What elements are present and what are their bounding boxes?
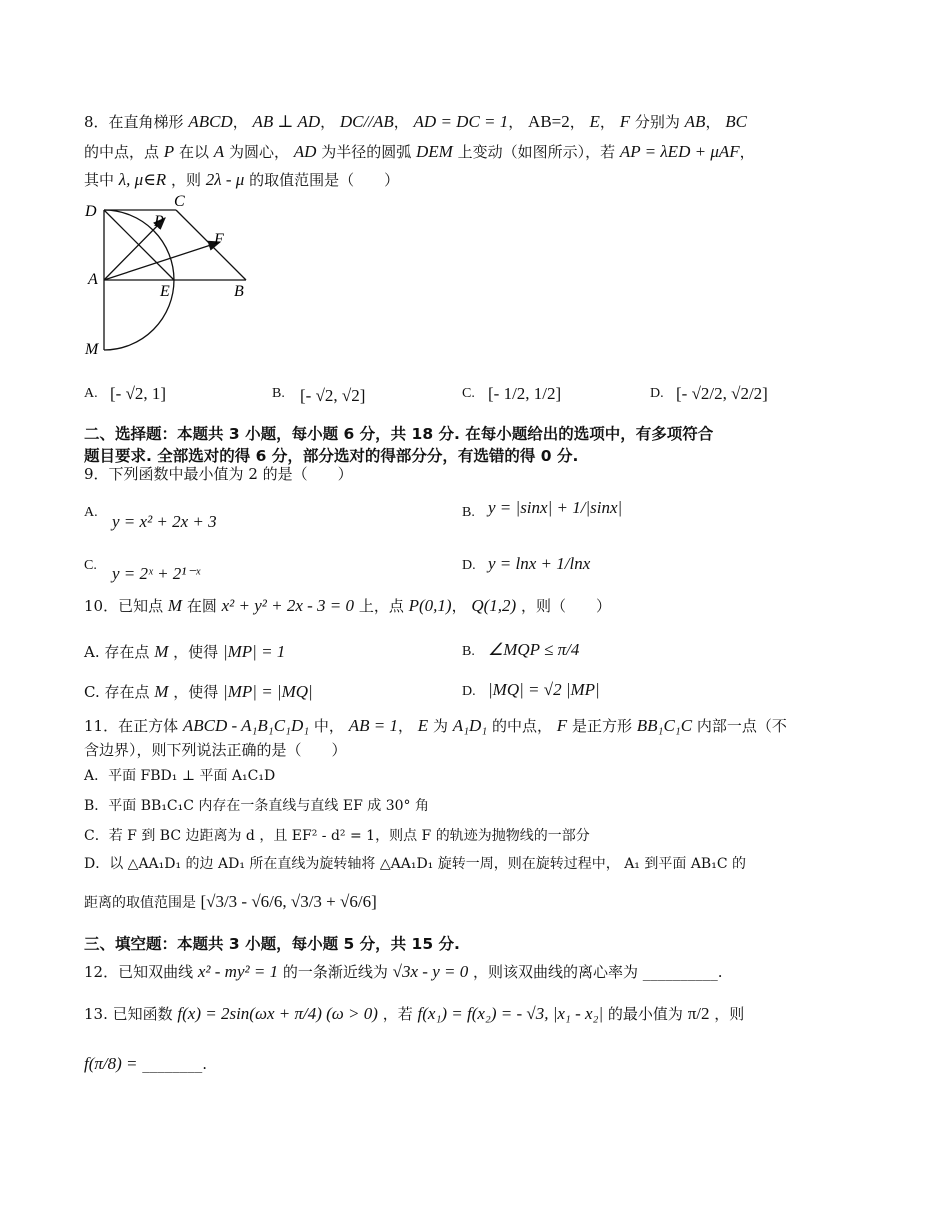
option-label: C. xyxy=(84,683,100,701)
text: ，则 xyxy=(170,171,201,189)
text-fenbie: 分别为 xyxy=(634,113,680,131)
math-circle: x² + y² + 2x - 3 = 0 xyxy=(221,596,355,615)
option-text xyxy=(84,682,313,702)
q11-stem-line1 xyxy=(84,716,787,736)
option-label: C. xyxy=(84,558,97,573)
answer-blank[interactable]: __________. xyxy=(642,963,723,981)
text: ， xyxy=(397,717,413,735)
section2-heading-line1: 二、选择题：本题共 3 小题，每小题 6 分，共 18 分. 在每小题给出的选项中，有多项符合 xyxy=(84,425,714,443)
label-p: P xyxy=(154,213,164,230)
text: 的取值范围是（ ） xyxy=(249,171,400,189)
q10-stem: 10．已知点 M 在圆 x² + y² + 2x - 3 = 0 上，点 P(0,1)， Q(1,2) ，则（ ） xyxy=(84,596,612,615)
math-asymptote: √3x - y = 0 xyxy=(392,962,469,981)
option-value: y = x² + 2x + 3 xyxy=(112,512,217,531)
label-f: F xyxy=(214,231,224,248)
option-label: A. xyxy=(84,386,98,401)
text: 存在点 xyxy=(104,683,150,701)
math-arc-dem: DEM xyxy=(415,142,453,161)
math-e: E xyxy=(417,716,429,735)
option-label: A. xyxy=(84,505,98,520)
option-label: B. xyxy=(272,386,285,401)
option-label: A. xyxy=(84,643,100,661)
math-bc: BC xyxy=(725,112,747,131)
math-expr: 2λ - μ xyxy=(205,170,245,189)
math-hyperbola: x² - my² = 1 xyxy=(197,962,279,981)
math-a: A xyxy=(213,142,225,161)
text: 的中点，点 xyxy=(84,143,160,161)
option-label: C. xyxy=(462,386,475,401)
option-text xyxy=(84,642,285,662)
option-value: [- √2/2, √2/2] xyxy=(676,384,768,403)
text: 为半径的圆弧 xyxy=(321,143,412,161)
option-value: [√3/3 - √6/6, √3/3 + √6/6] xyxy=(200,892,377,911)
math-vector-eq: AP = λED + μAF xyxy=(619,142,740,161)
q11-option-a[interactable]: A．平面 FBD₁ ⊥ 平面 A₁C₁D xyxy=(84,768,276,784)
option-value: y = lnx + 1/lnx xyxy=(488,554,591,573)
math-parallel: DC//AB xyxy=(339,112,394,131)
math-ad: AD xyxy=(293,142,317,161)
math-f: F xyxy=(619,112,631,131)
label-m: M xyxy=(85,341,99,358)
option-value: |MQ| = √2 |MP| xyxy=(488,680,600,699)
math-pi-over-2: π/2 xyxy=(687,1004,710,1023)
text: 12．已知双曲线 xyxy=(84,963,194,981)
q11-option-d-line1[interactable]: D．以 △AA₁D₁ 的边 AD₁ 所在直线为旋转轴将 △AA₁D₁ 旋转一周，则在旋转过程中， A₁ 到平面 AB₁C 的 xyxy=(84,856,746,872)
math-a1d1: A₁D₁ xyxy=(452,716,488,735)
math-bb1c1c: BB₁C₁C xyxy=(636,716,693,735)
math-ab2: AB=2 xyxy=(528,112,570,131)
option-value: ∠MQP ≤ π/4 xyxy=(488,640,580,659)
text: 为 xyxy=(432,717,448,735)
math-p: P xyxy=(163,142,175,161)
text: 在以 xyxy=(178,143,209,161)
text: 13. 已知函数 xyxy=(84,1005,173,1023)
q8-figure xyxy=(80,192,260,362)
option-label: D. xyxy=(650,386,664,401)
text: 存在点 xyxy=(104,643,150,661)
option-value: [- √2, 1] xyxy=(110,384,167,403)
option-value: y = |sinx| + 1/|sinx| xyxy=(488,498,623,517)
text: 其中 xyxy=(84,171,115,189)
text: 11．在正方体 xyxy=(84,717,179,735)
math-ab1: AB = 1 xyxy=(348,716,398,735)
text: 距离的取值范围是 xyxy=(84,895,196,911)
answer-blank[interactable]: ________. xyxy=(142,1055,208,1073)
q11-option-b[interactable]: B．平面 BB₁C₁C 内存在一条直线与直线 EF 成 30° 角 xyxy=(84,798,429,814)
q13-stem-line1 xyxy=(84,1004,744,1024)
q9-stem: 9．下列函数中最小值为 2 的是（ ） xyxy=(84,465,353,483)
text: 在圆 xyxy=(186,597,217,615)
math-point-p: P(0,1) xyxy=(408,596,452,615)
text: 是正方形 xyxy=(571,717,632,735)
q13-stem-line2 xyxy=(84,1054,207,1074)
q11-stem-line2: 含边界），则下列说法正确的是（ ） xyxy=(84,741,347,759)
math-lengths: AD = DC = 1 xyxy=(413,112,509,131)
math-f-pi-8: f(π/8) = xyxy=(84,1054,138,1073)
text: ，使得 xyxy=(173,683,219,701)
text: 中， xyxy=(313,717,344,735)
section2-heading-line2: 题目要求. 全部选对的得 6 分，部分选对的得部分分，有选错的得 0 分. xyxy=(84,447,579,465)
math-function: f(x) = 2sin(ωx + π/4) (ω > 0) xyxy=(177,1004,378,1023)
option-value: y = 2ˣ + 2¹⁻ˣ xyxy=(112,564,201,583)
option-label: D. xyxy=(462,684,476,699)
math-condition: f(x₁) = f(x₂) = - √3, |x₁ - x₂| xyxy=(417,1004,604,1023)
q12-stem xyxy=(84,962,723,982)
math-point-q: Q(1,2) xyxy=(471,596,517,615)
math-ab: AB xyxy=(684,112,706,131)
text: 为圆心， xyxy=(228,143,289,161)
math-m: M xyxy=(154,642,169,661)
label-c: C xyxy=(174,193,185,210)
label-b: B xyxy=(234,283,244,300)
label-e: E xyxy=(160,283,170,300)
q8-stem-line2: 的中点，点 P 在以 A 为圆心， AD 为半径的圆弧 DEM 上变动（如图所示），若 AP = λED + μAF， xyxy=(84,142,755,161)
label-a: A xyxy=(88,271,98,288)
option-value: [- √2, √2] xyxy=(300,386,366,405)
q8-stem-line1: 8．在直角梯形 ABCD， AB ⊥ AD， DC//AB， AD = DC = 1， AB=2， E， F 分别为 AB， BC xyxy=(84,112,747,131)
text: 上变动（如图所示），若 xyxy=(457,143,616,161)
text: 的中点， xyxy=(492,717,553,735)
math-perp: AB ⊥ AD xyxy=(252,112,321,131)
text: 的最小值为 xyxy=(607,1005,683,1023)
math-m: M xyxy=(154,682,169,701)
math-f: F xyxy=(556,716,568,735)
text: ，若 xyxy=(382,1005,413,1023)
option-label: D. xyxy=(462,558,476,573)
q11-option-d-line2 xyxy=(84,892,377,913)
text: 10．已知点 xyxy=(84,597,164,615)
text: 上，点 xyxy=(358,597,404,615)
vector-af xyxy=(104,242,220,280)
q11-option-c[interactable]: C．若 F 到 BC 边距离为 d ，且 EF² - d² = 1，则点 F 的轨迹为抛物线的一部分 xyxy=(84,828,590,844)
math-m: M xyxy=(167,596,183,615)
label-d: D xyxy=(85,203,97,220)
option-label: B. xyxy=(462,505,475,520)
text: ，则 xyxy=(714,1005,745,1023)
math-abcd: ABCD xyxy=(188,112,233,131)
section3-heading: 三、填空题：本题共 3 小题，每小题 5 分，共 15 分. xyxy=(84,935,460,953)
text: 内部一点（不 xyxy=(696,717,787,735)
math-e: E xyxy=(589,112,600,131)
math-lambda-mu: λ, μ∈R xyxy=(118,170,167,189)
q8-stem-line3 xyxy=(84,170,399,190)
text: ，则（ ） xyxy=(521,597,612,615)
math-cube: ABCD - A₁B₁C₁D₁ xyxy=(182,716,310,735)
option-value: |MP| = 1 xyxy=(222,642,286,661)
text: ，则该双曲线的离心率为 xyxy=(473,963,639,981)
text: ，使得 xyxy=(173,643,219,661)
text: 的一条渐近线为 xyxy=(282,963,388,981)
option-value: [- 1/2, 1/2] xyxy=(488,384,562,403)
q8-number: 8．在直角梯形 xyxy=(84,113,184,131)
option-label: B. xyxy=(462,644,475,659)
option-value: |MP| = |MQ| xyxy=(223,682,313,701)
